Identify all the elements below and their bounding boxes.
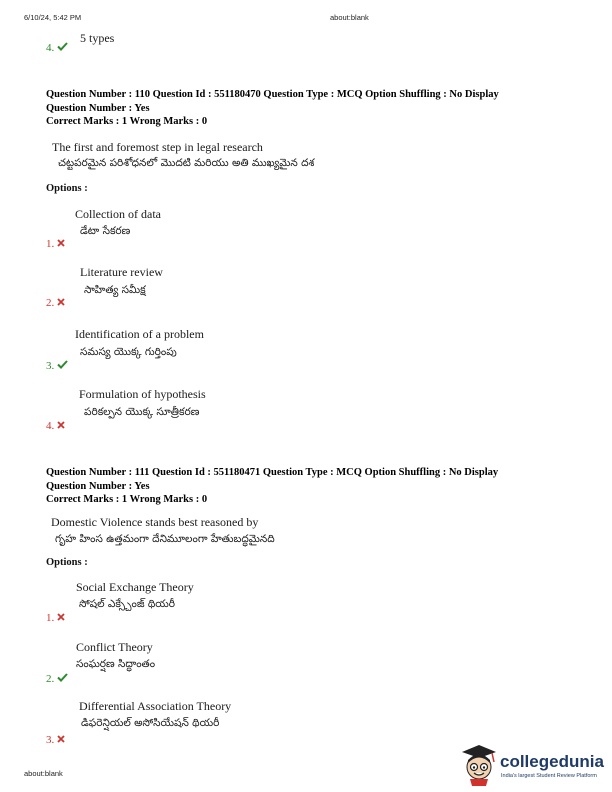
q110-meta-line: Question Number : 110 Question Id : 551180470 Question Type : MCQ Option Shuffling : No Display — [46, 89, 499, 100]
logo-name: collegedunia — [500, 752, 604, 771]
cross-icon — [57, 239, 65, 247]
option-number: 1. — [46, 612, 55, 624]
logo-tagline: India's largest Student Review Platform — [501, 773, 597, 779]
q110-question-te: చట్టపరమైన పరిశోధనలో మొదటి మరియు అతి ముఖ్యమైన దశ — [58, 157, 315, 169]
q111-marks-line: Correct Marks : 1 Wrong Marks : 0 — [46, 494, 208, 505]
print-url: about:blank — [330, 13, 369, 22]
q110-option-4-te: పరికల్పన యొక్క సూత్రీకరణ — [84, 406, 200, 418]
q110-options-label: Options : — [46, 183, 88, 194]
q111-option-1-te: సోషల్ ఎక్స్చేంజ్ థియరీ — [79, 598, 176, 610]
q110-option-1-en: Collection of data — [75, 207, 161, 221]
q111-options-label: Options : — [46, 557, 88, 568]
q110-question-en: The first and foremost step in legal research — [52, 140, 263, 154]
q110-option-3-te: సమస్య యొక్క గుర్తింపు — [80, 346, 177, 358]
q111-option-2-te: సంఘర్షణ సిద్ధాంతం — [76, 658, 156, 670]
cross-icon — [57, 298, 65, 306]
option-number: 2. — [46, 297, 55, 309]
collegedunia-logo — [458, 742, 606, 786]
check-icon — [57, 360, 68, 369]
cross-icon — [57, 421, 65, 429]
q111-option-2-marker — [46, 667, 68, 686]
q110-option-1-te: డేటా సేకరణ — [80, 225, 131, 237]
q111-option-3-marker — [46, 728, 65, 747]
check-icon — [57, 42, 68, 51]
q110-header — [46, 88, 499, 129]
q111-question-te: గృహ హింస ఉత్తమంగా దేనిమూలంగా హేతుబద్ధమైనది — [55, 533, 275, 545]
q110-option-3-marker — [46, 354, 68, 373]
prev-option-text: 5 types — [80, 31, 115, 45]
q110-option-1-marker — [46, 232, 65, 251]
option-number: 3. — [46, 734, 55, 746]
q110-option-4-marker — [46, 414, 65, 433]
q110-option-2-marker — [46, 291, 65, 310]
q111-question-en: Domestic Violence stands best reasoned by — [51, 515, 259, 529]
q110-option-4-en: Formulation of hypothesis — [79, 387, 206, 401]
mascot-icon — [458, 742, 500, 786]
q111-option-1-en: Social Exchange Theory — [76, 580, 194, 594]
q111-option-2-en: Conflict Theory — [76, 640, 153, 654]
q111-display-line: Question Number : Yes — [46, 480, 150, 492]
print-datetime: 6/10/24, 5:42 PM — [24, 13, 82, 22]
option-number: 3. — [46, 360, 55, 372]
option-number: 2. — [46, 673, 55, 685]
cross-icon — [57, 613, 65, 621]
q111-header — [46, 466, 498, 507]
q110-option-2-en: Literature review — [80, 265, 163, 279]
check-icon — [57, 673, 68, 682]
footer-url: about:blank — [24, 769, 63, 778]
prev-option-4 — [46, 36, 68, 55]
q110-option-2-te: సాహిత్య సమీక్ష — [84, 284, 146, 296]
option-number: 4. — [46, 42, 55, 54]
q111-option-3-te: డిఫరెన్షియల్ అసోసియేషన్ థియరీ — [81, 717, 220, 729]
q111-meta-line: Question Number : 111 Question Id : 551180471 Question Type : MCQ Option Shuffling : No Display — [46, 467, 499, 478]
q110-marks-line: Correct Marks : 1 Wrong Marks : 0 — [46, 116, 208, 127]
cross-icon — [57, 735, 65, 743]
q111-option-3-en: Differential Association Theory — [79, 699, 232, 713]
q111-option-1-marker — [46, 606, 65, 625]
q110-display-line: Question Number : Yes — [46, 102, 150, 114]
option-number: 1. — [46, 238, 55, 250]
option-number: 4. — [46, 420, 55, 432]
q110-option-3-en: Identification of a problem — [75, 327, 204, 341]
